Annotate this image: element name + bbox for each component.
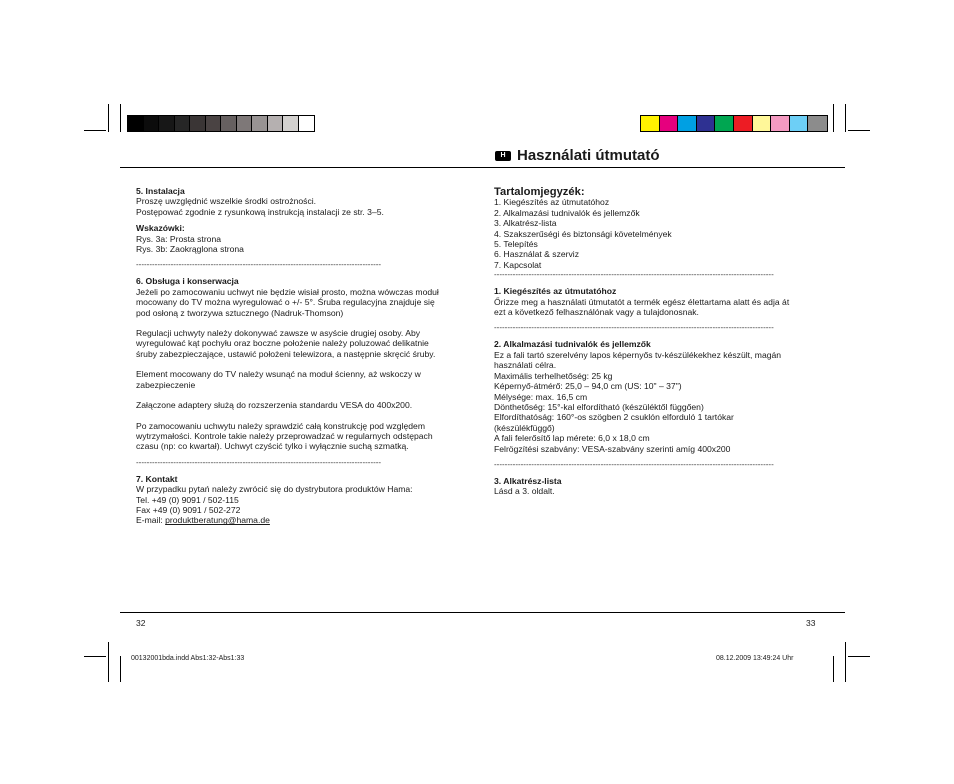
- color-swatch: [715, 116, 734, 131]
- text-line: Postępować zgodnie z rysunkową instrukcją instalacji ze str. 3–5.: [136, 206, 384, 217]
- color-swatch: [734, 116, 753, 131]
- color-swatch: [128, 116, 144, 131]
- text-line: wyregulować kąt pochyłu oraz boczne położenie należy poluzować delikatnie: [136, 338, 429, 349]
- crop-mark: [845, 642, 846, 682]
- spec-line: (készülékfüggő): [494, 422, 555, 433]
- email-line: [136, 515, 466, 525]
- page-number-right: 33: [806, 618, 816, 628]
- color-swatch: [283, 116, 299, 131]
- section-heading: 2. Alkalmazási tudnivalók és jellemzők: [494, 339, 651, 350]
- text-line: Jeżeli po zamocowaniu uchwyt nie będzie wisiał prosto, można wówczas moduł: [136, 286, 439, 297]
- text-line: czasu (np: co kwartał). Uchwyt czyścić tylko i wyłącznie suchą szmatką.: [136, 441, 409, 452]
- color-swatch: [175, 116, 191, 131]
- color-swatch: [252, 116, 268, 131]
- text-line: Rys. 3a: Prosta strona: [136, 233, 222, 244]
- crop-mark: [108, 642, 109, 682]
- section-heading: 7. Kontakt: [136, 473, 178, 484]
- crop-mark: [833, 656, 834, 682]
- text-line: zabezpieczenie: [136, 379, 196, 390]
- color-swatch: [144, 116, 160, 131]
- crop-mark: [120, 656, 121, 682]
- color-swatch: [159, 116, 175, 131]
- text-line: Őrizze meg a használati útmutatót a termék egész élettartama alatt és adja át: [494, 296, 790, 307]
- toc-item: 5. Telepítés: [494, 239, 538, 250]
- text-line: Element mocowany do TV należy wsunąć na moduł ścienny, aż wskoczy w: [136, 369, 421, 380]
- left-column: [136, 186, 466, 526]
- spec-line: Képernyő-átmérő: 25,0 – 94,0 cm (US: 10" – 37"): [494, 381, 682, 392]
- section-heading: 6. Obsługa i konserwacja: [136, 276, 239, 287]
- divider: ---------------------------------------------------------------------------------------------------------: [494, 323, 774, 333]
- crop-mark: [833, 104, 834, 132]
- toc-item: 1. Kiegészítés az útmutatóhoz: [494, 197, 610, 208]
- color-swatch: [221, 116, 237, 131]
- text-line: Rys. 3b: Zaokrąglona strona: [136, 244, 244, 255]
- spec-line: Elfordíthatóság: 160°-os szögben 2 csuklón elforduló 1 tartókar: [494, 412, 734, 423]
- text-line: Proszę uwzględnić wszelkie środki ostrożności.: [136, 196, 317, 207]
- header-rule: [120, 167, 845, 168]
- language-badge: H: [495, 151, 511, 161]
- toc-item: 3. Alkatrész-lista: [494, 218, 557, 229]
- color-swatch: [790, 116, 809, 131]
- color-swatch: [299, 116, 315, 131]
- text-line: Ez a fali tartó szerelvény lapos képernyős tv-készülékekhez készült, magán: [494, 349, 782, 360]
- crop-mark: [845, 104, 846, 132]
- section-heading: 1. Kiegészítés az útmutatóhoz: [494, 286, 617, 297]
- spec-line: Mélysége: max. 16,5 cm: [494, 391, 588, 402]
- color-swatch: [660, 116, 679, 131]
- color-swatch: [206, 116, 222, 131]
- file-info: 00132001bda.indd Abs1:32-Abs1:33: [131, 655, 245, 662]
- print-date: 08.12.2009 13:49:24 Uhr: [716, 655, 794, 662]
- divider: ---------------------------------------------------------------------------------------------------------: [494, 270, 774, 280]
- color-swatch: [237, 116, 253, 131]
- section-heading: 3. Alkatrész-lista: [494, 475, 562, 486]
- color-swatch: [697, 116, 716, 131]
- color-swatch: [771, 116, 790, 131]
- color-swatch: [190, 116, 206, 131]
- cmyk-color-bar: [640, 115, 828, 132]
- text-line: śruby zabezpieczające, ustawić położeni telewizora, a następnie skręcić śruby.: [136, 348, 436, 359]
- section-heading: 5. Instalacja: [136, 186, 185, 196]
- text-line: Lásd a 3. oldalt.: [494, 486, 555, 497]
- text-line: Regulacji uchwyty należy dokonywać zawsze w asyście drugiej osoby. Aby: [136, 328, 421, 339]
- divider: --------------------------------------------------------------------------------------------: [136, 457, 382, 467]
- page-title-text: Használati útmutató: [517, 147, 660, 164]
- crop-mark: [848, 130, 870, 131]
- text-line: Po zamocowaniu uchwytu należy sprawdzić całą konstrukcję pod względem: [136, 420, 425, 431]
- divider: ---------------------------------------------------------------------------------------------------------: [494, 459, 774, 469]
- color-swatch: [753, 116, 772, 131]
- right-column: [494, 187, 814, 497]
- color-swatch: [268, 116, 284, 131]
- phone-number: Tel. +49 (0) 9091 / 502-115: [136, 494, 239, 505]
- text-line: wytrzymałości. Kontrole takie należy przeprowadzać w regularnych odstępach: [136, 430, 433, 441]
- crop-mark: [84, 656, 106, 657]
- spec-line: Felrögzítési szabvány: VESA-szabvány szerinti amíg 400x200: [494, 443, 731, 454]
- color-swatch: [678, 116, 697, 131]
- crop-mark: [108, 104, 109, 132]
- footer-rule: [120, 612, 845, 613]
- toc-item: 6. Használat & szerviz: [494, 249, 580, 260]
- text-line: Załączone adaptery służą do rozszerzenia standardu VESA do 400x200.: [136, 400, 413, 411]
- text-line: ezt a következő felhasználónak vagy a tulajdonosnak.: [494, 307, 699, 318]
- text-line: W przypadku pytań należy zwrócić się do dystrybutora produktów Hama:: [136, 484, 413, 495]
- toc-item: 7. Kapcsolat: [494, 259, 542, 270]
- color-swatch: [808, 116, 827, 131]
- email-label: E-mail:: [136, 515, 166, 526]
- crop-mark: [84, 130, 106, 131]
- crop-mark: [120, 104, 121, 132]
- text-line: használati célra.: [494, 360, 557, 371]
- divider: --------------------------------------------------------------------------------------------: [136, 260, 382, 270]
- color-swatch: [641, 116, 660, 131]
- hints-heading: Wskazówki:: [136, 223, 185, 234]
- toc-list: [494, 197, 814, 270]
- fax-number: Fax +49 (0) 9091 / 502-272: [136, 504, 241, 515]
- toc-item: 4. Szakszerűségi és biztonsági követelmények: [494, 228, 672, 239]
- toc-item: 2. Alkalmazási tudnivalók és jellemzők: [494, 207, 640, 218]
- spec-line: Maximális terhelhetőség: 25 kg: [494, 370, 613, 381]
- text-line: mocowany do TV można wyregulować o +/- 5°. Śruba regulacyjna znajduje się: [136, 297, 435, 308]
- spec-line: A fali felerősítő lap mérete: 6,0 x 18,0 cm: [494, 433, 650, 444]
- email-link[interactable]: produktberatung@hama.de: [165, 515, 270, 526]
- grayscale-color-bar: [127, 115, 315, 132]
- crop-mark: [848, 656, 870, 657]
- text-line: pod osłoną z tworzywa sztucznego (Nadruk-Thomson): [136, 307, 344, 318]
- toc-heading: Tartalomjegyzék:: [494, 186, 585, 198]
- page-title: [495, 147, 660, 164]
- page-number-left: 32: [136, 618, 146, 628]
- spec-line: Dönthetőség: 15°-kal elfordítható (készüléktől függően): [494, 401, 704, 412]
